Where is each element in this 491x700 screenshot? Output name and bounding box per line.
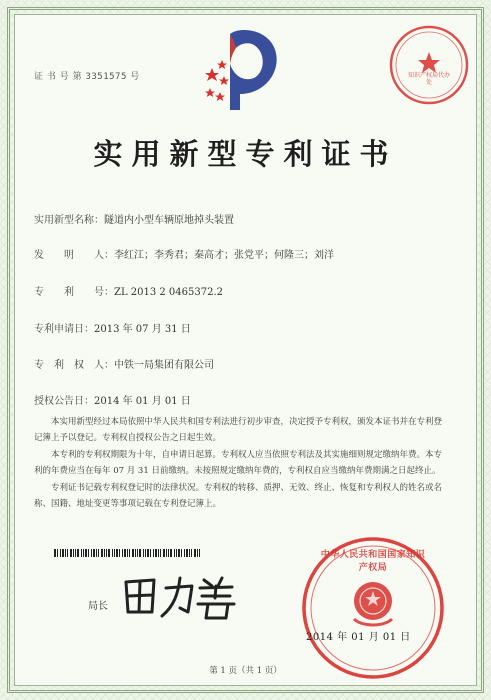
field-label: 专 利 号： [34,287,114,298]
seal-date: 2014 年 01 月 01 日 [306,632,411,643]
certificate-number-label: 证 书 号 第 [34,72,83,82]
patent-office-logo-icon [200,24,284,116]
body-paragraph: 本实用新型经过本局依照中华人民共和国专利法进行初步审查，决定授予专利权，颁发本证书并在专利登记簿上予以登记。专利权自授权公告之日起生效。 [34,417,443,443]
certificate-number-suffix: 号 [130,72,140,82]
field-label: 授权公告日： [34,396,94,407]
director-label: 局长 [88,601,108,612]
field-inventors [34,246,334,261]
body-paragraph: 本专利的专利权期限为十年，自申请日起算。专利权人应当依照专利法及其实施细则规定缴纳年费。本专利的年费应当在每年 07 月 31 日前缴纳。未按照规定缴纳年费的，专利权自应当缴纳年费期满之日起终止。 [34,450,443,476]
field-label: 专利申请日： [34,324,94,335]
barcode-icon [54,549,200,557]
field-announcement-date [34,392,191,407]
field-patent-number [34,283,223,298]
agency-seal-icon [386,22,472,108]
field-application-date [34,320,191,335]
field-label: 实用新型名称： [34,215,104,226]
certificate-body [34,414,449,513]
national-seal-text: 中华人民共和国国家知识产权局 [320,550,426,573]
field-value: 中铁一局集团有限公司 [114,360,214,371]
field-label: 发 明 人： [34,250,114,261]
field-patentee [34,356,214,371]
agency-seal-text: 知识产权局代办处 [407,72,450,86]
certificate-number [34,69,140,82]
field-value: 隧道内小型车辆原地掉头装置 [104,215,234,226]
field-utility-model-name [34,211,234,226]
director-signature-icon [120,572,238,620]
field-value: 2013 年 07 月 31 日 [94,324,191,335]
field-value: ZL 2013 2 0465372.2 [114,287,224,298]
field-label: 专 利 权 人： [34,360,114,371]
body-paragraph: 专利证书记载专利权登记时的法律状况。专利权的转移、质押、无效、终止、恢复和专利权人的姓名或名称、国籍、地址变更等事项记载在专利登记簿上。 [34,483,443,509]
certificate-title: 实用新型专利证书 [93,137,398,171]
field-value: 李红江；李秀君；秦高才；张党平；何隆三；刘洋 [114,250,334,261]
certificate-number-value: 3351575 [85,72,127,82]
page-number: 第 1 页（共 1 页） [209,666,282,676]
field-value: 2014 年 01 月 01 日 [94,396,191,407]
